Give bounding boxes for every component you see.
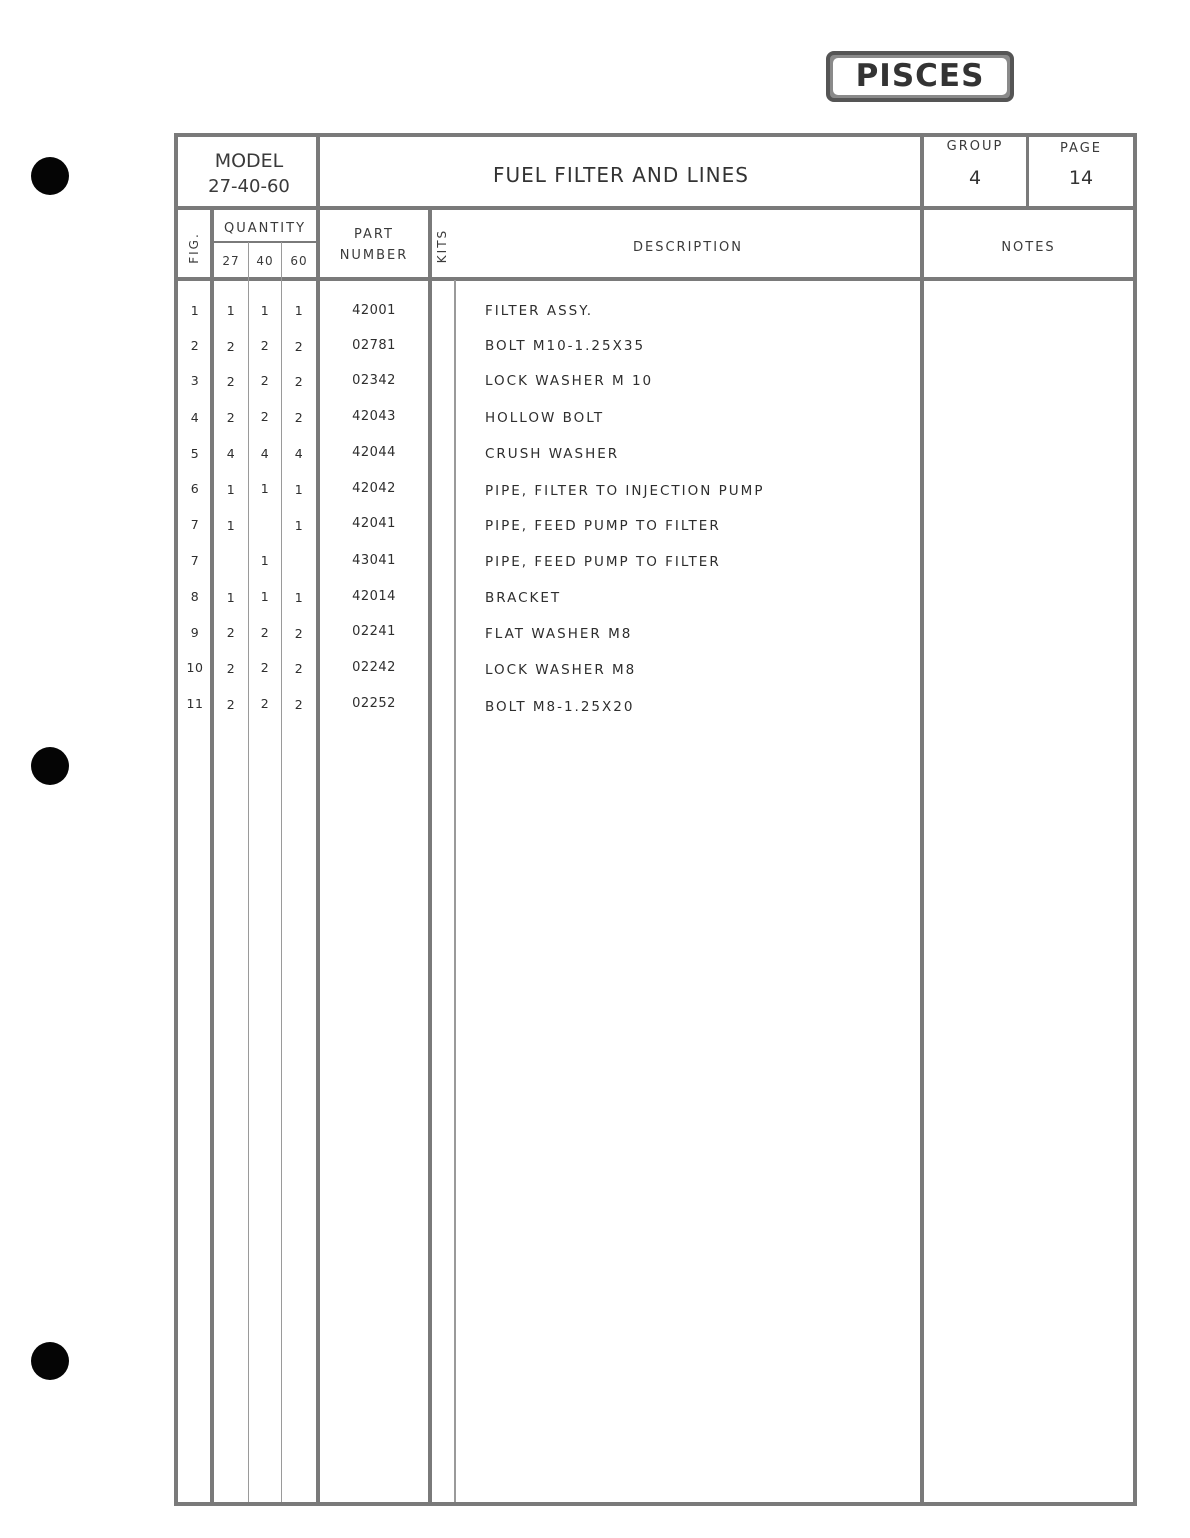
fig-cell: 5 (190, 446, 200, 461)
qty-27-cell: 2 (226, 661, 236, 676)
group-value: 4 (968, 167, 982, 189)
qty-27-cell: 1 (226, 518, 236, 533)
part-number-cell: 02342 (352, 373, 396, 388)
qty-40-cell: 1 (260, 553, 270, 568)
fig-cell: 2 (190, 338, 200, 353)
kits-column-header: KITS (435, 228, 449, 264)
qty-40-cell: 2 (260, 625, 270, 640)
column-header-divider (178, 277, 1133, 281)
description-cell: FILTER ASSY. (485, 303, 594, 319)
model-label: MODEL (214, 150, 284, 172)
part-number-cell: 42041 (352, 516, 396, 531)
qty-27-40-divider (248, 242, 249, 1502)
qty-40-cell: 2 (260, 338, 270, 353)
fig-cell: 4 (190, 410, 200, 425)
quantity-column-header: QUANTITY (223, 221, 307, 236)
fig-cell: 8 (190, 589, 200, 604)
fig-divider (210, 209, 214, 1502)
part-number-cell: 42001 (352, 303, 396, 318)
qty-60-cell: 1 (294, 518, 304, 533)
qty-27-cell: 2 (226, 697, 236, 712)
fig-cell: 11 (186, 696, 204, 711)
qty-60-cell: 1 (294, 482, 304, 497)
qty-40-cell: 1 (260, 481, 270, 496)
binder-hole-bottom (31, 1342, 69, 1380)
part-number-cell: 02242 (352, 660, 396, 675)
title-right-divider (920, 137, 924, 1502)
qty-60-header: 60 (290, 254, 308, 268)
header-divider (178, 206, 1133, 210)
notes-column-header: NOTES (1001, 240, 1056, 255)
part-number-cell: 42014 (352, 589, 396, 604)
qty-27-cell: 2 (226, 374, 236, 389)
description-column-header: DESCRIPTION (633, 240, 743, 255)
pisces-logo (826, 51, 1014, 102)
qty-27-cell: 4 (226, 446, 236, 461)
fig-cell: 3 (190, 373, 200, 388)
qty-40-cell: 2 (260, 409, 270, 424)
qty-60-cell: 1 (294, 590, 304, 605)
fig-cell: 7 (190, 553, 200, 568)
qty-27-cell: 1 (226, 590, 236, 605)
fig-column-header: FIG. (187, 232, 201, 264)
description-cell: BOLT M8-1.25X20 (485, 699, 635, 715)
part-number-cell: 02241 (352, 624, 396, 639)
part-number-header-line2: NUMBER (339, 248, 409, 263)
qty-60-cell: 2 (294, 410, 304, 425)
page-number: 14 (1068, 167, 1094, 189)
part-number-cell: 02781 (352, 338, 396, 353)
qty-60-cell: 2 (294, 661, 304, 676)
part-number-cell: 43041 (352, 553, 396, 568)
part-kits-divider (428, 209, 432, 1502)
qty-40-cell: 2 (260, 660, 270, 675)
qty-40-cell: 2 (260, 373, 270, 388)
qty-27-cell: 2 (226, 410, 236, 425)
description-cell: FLAT WASHER M8 (485, 626, 633, 642)
qty-60-cell: 4 (294, 446, 304, 461)
description-cell: PIPE, FILTER TO INJECTION PUMP (485, 483, 765, 499)
qty-40-60-divider (281, 242, 282, 1502)
qty-27-cell: 2 (226, 625, 236, 640)
qty-40-cell: 1 (260, 303, 270, 318)
qty-60-cell: 2 (294, 697, 304, 712)
qty-27-cell: 1 (226, 482, 236, 497)
qty-40-cell: 1 (260, 589, 270, 604)
part-number-cell: 42042 (352, 481, 396, 496)
qty-40-header: 40 (256, 254, 274, 268)
description-cell: BRACKET (485, 590, 562, 606)
binder-hole-middle (31, 747, 69, 785)
qty-60-cell: 2 (294, 374, 304, 389)
kits-desc-divider (454, 280, 456, 1502)
part-number-header-line1: PART (354, 227, 394, 242)
description-cell: LOCK WASHER M 10 (485, 373, 654, 389)
description-cell: LOCK WASHER M8 (485, 662, 637, 678)
qty-60-cell: 1 (294, 303, 304, 318)
part-number-cell: 02252 (352, 696, 396, 711)
qty-27-cell: 2 (226, 339, 236, 354)
description-cell: PIPE, FEED PUMP TO FILTER (485, 554, 721, 570)
page-title: FUEL FILTER AND LINES (493, 163, 749, 187)
description-cell: HOLLOW BOLT (485, 410, 605, 426)
qty-60-cell: 2 (294, 339, 304, 354)
page-label: PAGE (1060, 141, 1102, 156)
qty-60-cell: 2 (294, 626, 304, 641)
qty-40-cell: 4 (260, 446, 270, 461)
fig-cell: 9 (190, 625, 200, 640)
part-number-cell: 42043 (352, 409, 396, 424)
qty-27-header: 27 (222, 254, 240, 268)
qty-40-cell: 2 (260, 696, 270, 711)
binder-hole-top (31, 157, 69, 195)
description-cell: CRUSH WASHER (485, 446, 620, 462)
fig-cell: 1 (190, 303, 200, 318)
description-cell: BOLT M10-1.25X35 (485, 338, 646, 354)
fig-cell: 6 (190, 481, 200, 496)
group-label: GROUP (946, 139, 1004, 154)
parts-list-sheet (174, 133, 1137, 1506)
quantity-divider (214, 241, 316, 243)
fig-cell: 10 (186, 660, 204, 675)
fig-cell: 7 (190, 517, 200, 532)
qty-27-cell: 1 (226, 303, 236, 318)
pisces-logo-inner (833, 58, 1007, 95)
model-value: 27-40-60 (208, 176, 290, 197)
logo-text: PISCES (855, 58, 985, 94)
description-cell: PIPE, FEED PUMP TO FILTER (485, 518, 721, 534)
part-number-cell: 42044 (352, 445, 396, 460)
